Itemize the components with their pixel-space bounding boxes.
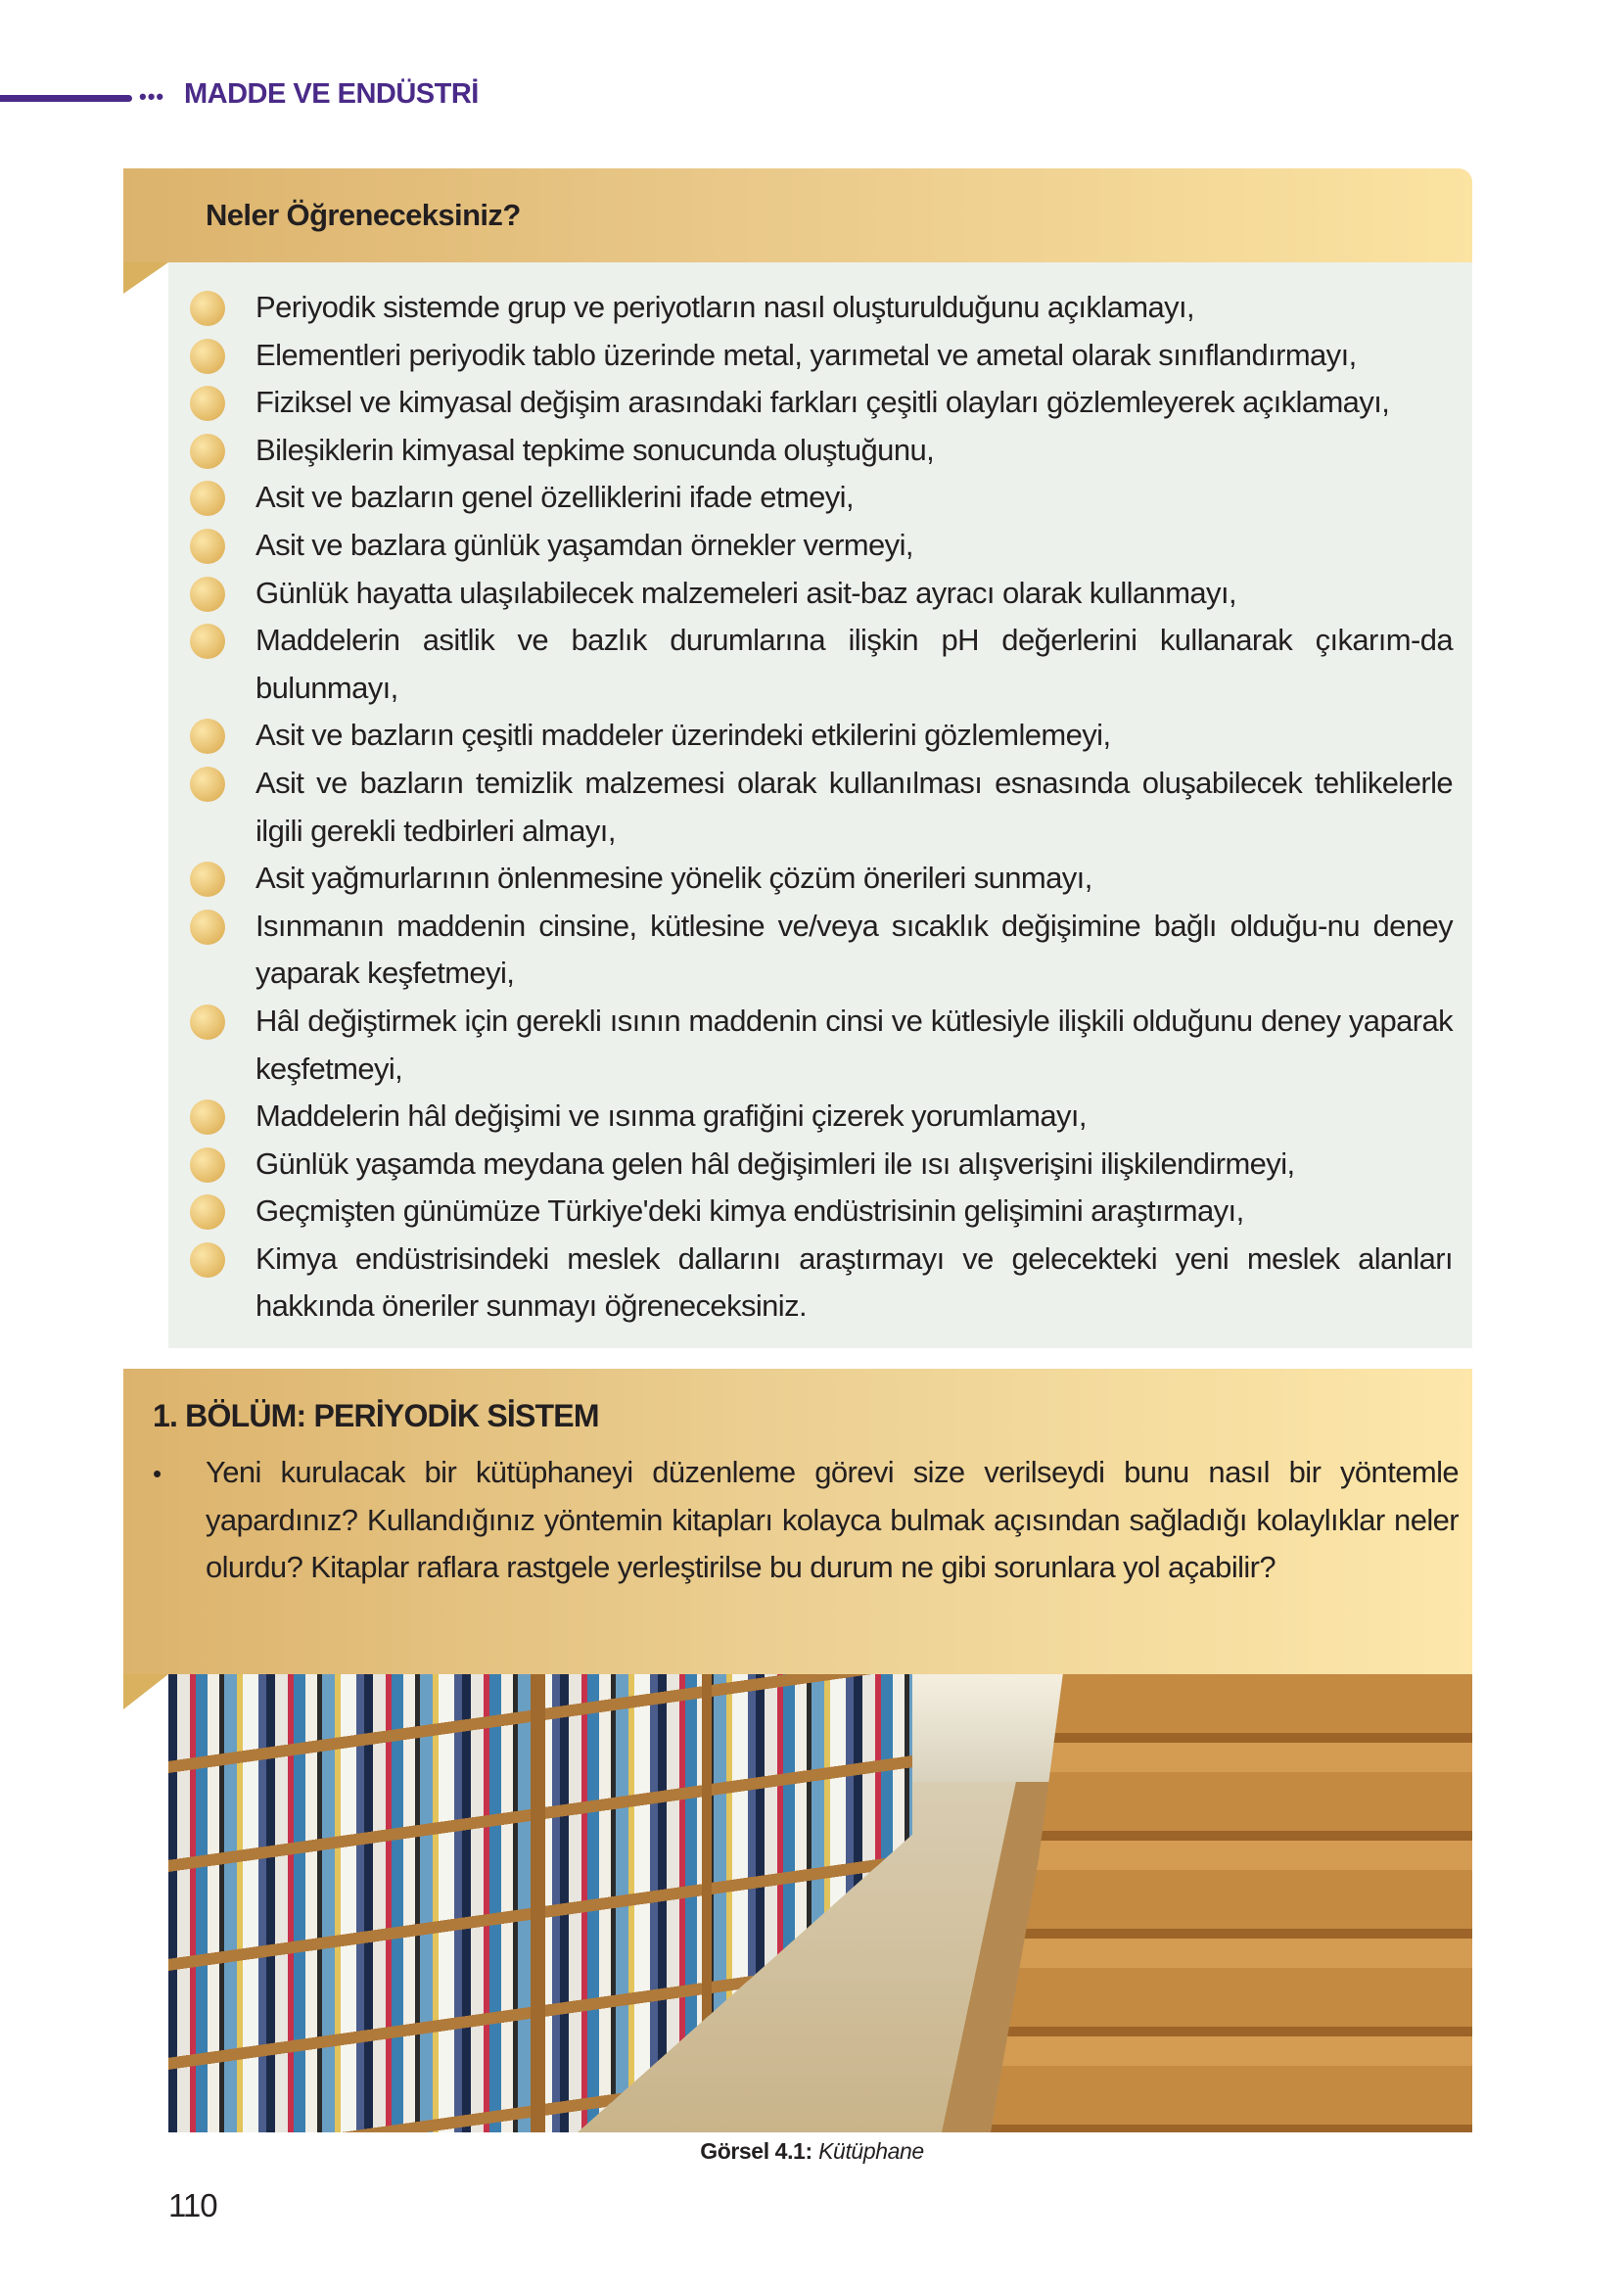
bullet-circle-icon	[190, 767, 225, 802]
ribbon-fold	[123, 1674, 168, 1709]
objective-item	[168, 1093, 1453, 1141]
bullet-circle-icon	[190, 434, 225, 469]
bullet-circle-icon	[190, 386, 225, 421]
ribbon-fold	[123, 262, 168, 294]
unit-title: MADDE VE ENDÜSTRİ	[184, 78, 479, 110]
objective-item	[168, 998, 1453, 1093]
objective-item	[168, 712, 1453, 760]
section-question: Yeni kurulacak bir kütüphaneyi düzenleme görevi size verilseydi bunu nasıl bir yöntemle yapardınız? Kullandığınız yöntemin kitapları kolayca bulmak açısından sağladığı kolaylıklar neler olurdu? Kitaplar raflara rastgele yerleştirilse bu durum ne gibi sorunlara yol açabilir?	[206, 1455, 1459, 1585]
bullet-circle-icon	[190, 481, 225, 516]
header-rule	[0, 95, 132, 102]
bullet-circle-icon	[190, 624, 225, 659]
bullet-circle-icon	[190, 339, 225, 374]
objectives-title: Neler Öğreneceksiniz?	[206, 198, 521, 232]
objective-item	[168, 379, 1453, 427]
objective-text: Asit ve bazların temizlik malzemesi olarak kullanılması esnasında oluşabilecek tehlikelerle ilgili gerekli tedbirleri almayı,	[255, 765, 1453, 848]
bullet-circle-icon	[190, 1147, 225, 1183]
figure-caption-text: Kütüphane	[818, 2138, 924, 2164]
section-title: 1. BÖLÜM: PERİYODİK SİSTEM	[153, 1398, 599, 1433]
objective-item	[168, 617, 1453, 712]
bullet-circle-icon	[190, 862, 225, 897]
bullet-circle-icon	[190, 577, 225, 612]
section-intro	[123, 1369, 1472, 1674]
objectives-list	[168, 284, 1453, 1331]
objective-item	[168, 474, 1453, 522]
objective-item	[168, 1188, 1453, 1236]
objective-item	[168, 284, 1453, 332]
objective-text: Asit ve bazların çeşitli maddeler üzerindeki etkilerini gözlemlemeyi,	[255, 718, 1111, 753]
objectives-panel	[168, 262, 1472, 1348]
objective-text: Maddelerin hâl değişimi ve ısınma grafiğini çizerek yorumlamayı,	[255, 1099, 1087, 1134]
objective-text: Fiziksel ve kimyasal değişim arasındaki farkları çeşitli olayları gözlemleyerek açıklamayı,	[255, 385, 1390, 420]
objective-text: Günlük yaşamda meydana gelen hâl değişimleri ile ısı alışverişini ilişkilendirmeyi,	[255, 1146, 1295, 1181]
objective-item	[168, 760, 1453, 855]
bullet-circle-icon	[190, 529, 225, 564]
objective-text: Asit ve bazların genel özelliklerini ifade etmeyi,	[255, 480, 854, 515]
objective-item	[168, 903, 1453, 998]
objective-item	[168, 522, 1453, 570]
bullet-circle-icon	[190, 1005, 225, 1040]
library-photo	[168, 1674, 1472, 2132]
objective-text: Hâl değiştirmek için gerekli ısının maddenin cinsi ve kütlesiyle ilişkili olduğunu deney yaparak keşfetmeyi,	[255, 1003, 1453, 1086]
bullet-circle-icon	[190, 719, 225, 754]
objective-item	[168, 855, 1453, 903]
objective-text: Isınmanın maddenin cinsine, kütlesine ve/veya sıcaklık değişimine bağlı olduğu-nu deney yaparak keşfetmeyi,	[255, 908, 1453, 991]
objective-item	[168, 427, 1453, 475]
objectives-header	[123, 168, 1472, 262]
figure-label: Görsel 4.1:	[700, 2138, 812, 2164]
objective-text: Periyodik sistemde grup ve periyotların nasıl oluşturulduğunu açıklamayı,	[255, 290, 1195, 324]
objective-item	[168, 1141, 1453, 1189]
objective-item	[168, 332, 1453, 380]
figure-caption	[0, 2138, 1624, 2165]
photo-window	[912, 1674, 1069, 1782]
photo-desks	[991, 1674, 1472, 2132]
bullet-circle-icon	[190, 1099, 225, 1135]
bullet-circle-icon	[190, 1242, 225, 1278]
objective-text: Kimya endüstrisindeki meslek dallarını araştırmayı ve gelecekteki yeni meslek alanları hakkında öneriler sunmayı öğreneceksiniz.	[255, 1240, 1453, 1324]
objective-item	[168, 570, 1453, 618]
page-number: 110	[168, 2187, 217, 2223]
bullet-circle-icon	[190, 910, 225, 945]
bullet-circle-icon	[190, 291, 225, 326]
objective-text: Geçmişten günümüze Türkiye'deki kimya endüstrisinin gelişimini araştırmayı,	[255, 1193, 1244, 1229]
objective-text: Asit ve bazlara günlük yaşamdan örnekler vermeyi,	[255, 527, 913, 562]
objective-text: Bileşiklerin kimyasal tepkime sonucunda oluştuğunu,	[255, 432, 935, 467]
objective-text: Asit yağmurlarının önlenmesine yönelik çözüm önerileri sunmayı,	[255, 861, 1092, 896]
header-dots: •••	[139, 84, 165, 109]
bullet-icon: •	[153, 1459, 162, 1488]
bullet-circle-icon	[190, 1194, 225, 1230]
objective-text: Elementleri periyodik tablo üzerinde metal, yarımetal ve ametal olarak sınıflandırmayı,	[255, 337, 1357, 372]
objective-text: Günlük hayatta ulaşılabilecek malzemeleri asit-baz ayracı olarak kullanmayı,	[255, 575, 1236, 610]
objective-item	[168, 1236, 1453, 1331]
objective-text: Maddelerin asitlik ve bazlık durumlarına ilişkin pH değerlerini kullanarak çıkarım-da bulunmayı,	[255, 623, 1453, 705]
